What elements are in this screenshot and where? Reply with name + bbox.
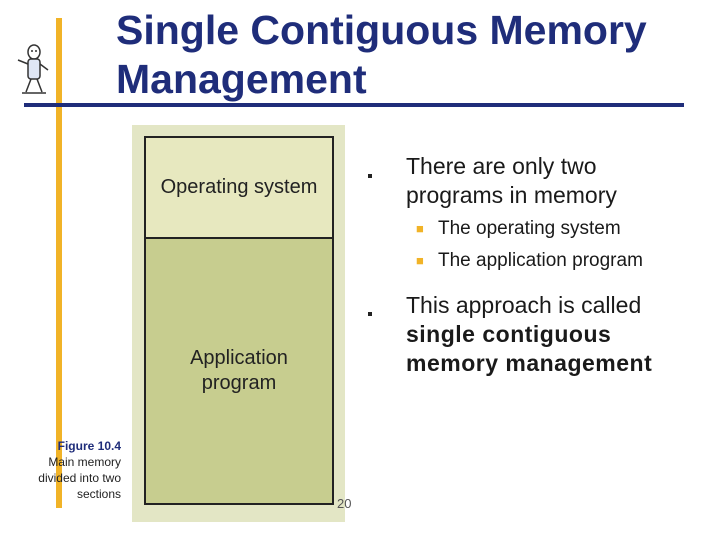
cartoon-figure-icon	[12, 38, 52, 98]
caption-line2: divided into two	[38, 471, 121, 485]
sub-bullet-marker: ■	[416, 221, 424, 236]
app-label-line2: program	[201, 372, 277, 394]
bullet-2	[406, 291, 652, 378]
slide-title: Single Contiguous Memory Management	[116, 7, 647, 102]
memory-diagram	[144, 136, 334, 505]
sub-bullet-marker: ■	[416, 253, 424, 268]
page-number-fragment: 20	[337, 496, 352, 511]
bullet-2-line2: single contiguous	[406, 321, 612, 347]
os-label: Operating system	[160, 176, 318, 198]
caption-line1: Main memory	[48, 455, 121, 469]
bullet-2-line3: memory management	[406, 350, 653, 376]
figure-caption	[8, 438, 121, 502]
bullet-1-line2: programs in memory	[406, 182, 617, 208]
bullet-marker	[368, 312, 372, 316]
sub-bullet-2: The application program	[438, 250, 643, 271]
bullet-1-line1: There are only two	[406, 153, 597, 179]
bullet-marker	[368, 174, 372, 178]
caption-line3: sections	[76, 487, 121, 501]
sub-bullet-1: The operating system	[438, 218, 621, 239]
app-label-line1: Application	[190, 347, 288, 369]
accent-bar	[56, 18, 62, 508]
os-section	[146, 138, 332, 239]
bullet-1	[406, 152, 617, 210]
bullet-2-line1: This approach is called	[406, 292, 642, 318]
application-section	[146, 239, 332, 503]
caption-figure-number: Figure 10.4	[57, 439, 121, 453]
title-underline	[24, 103, 684, 107]
